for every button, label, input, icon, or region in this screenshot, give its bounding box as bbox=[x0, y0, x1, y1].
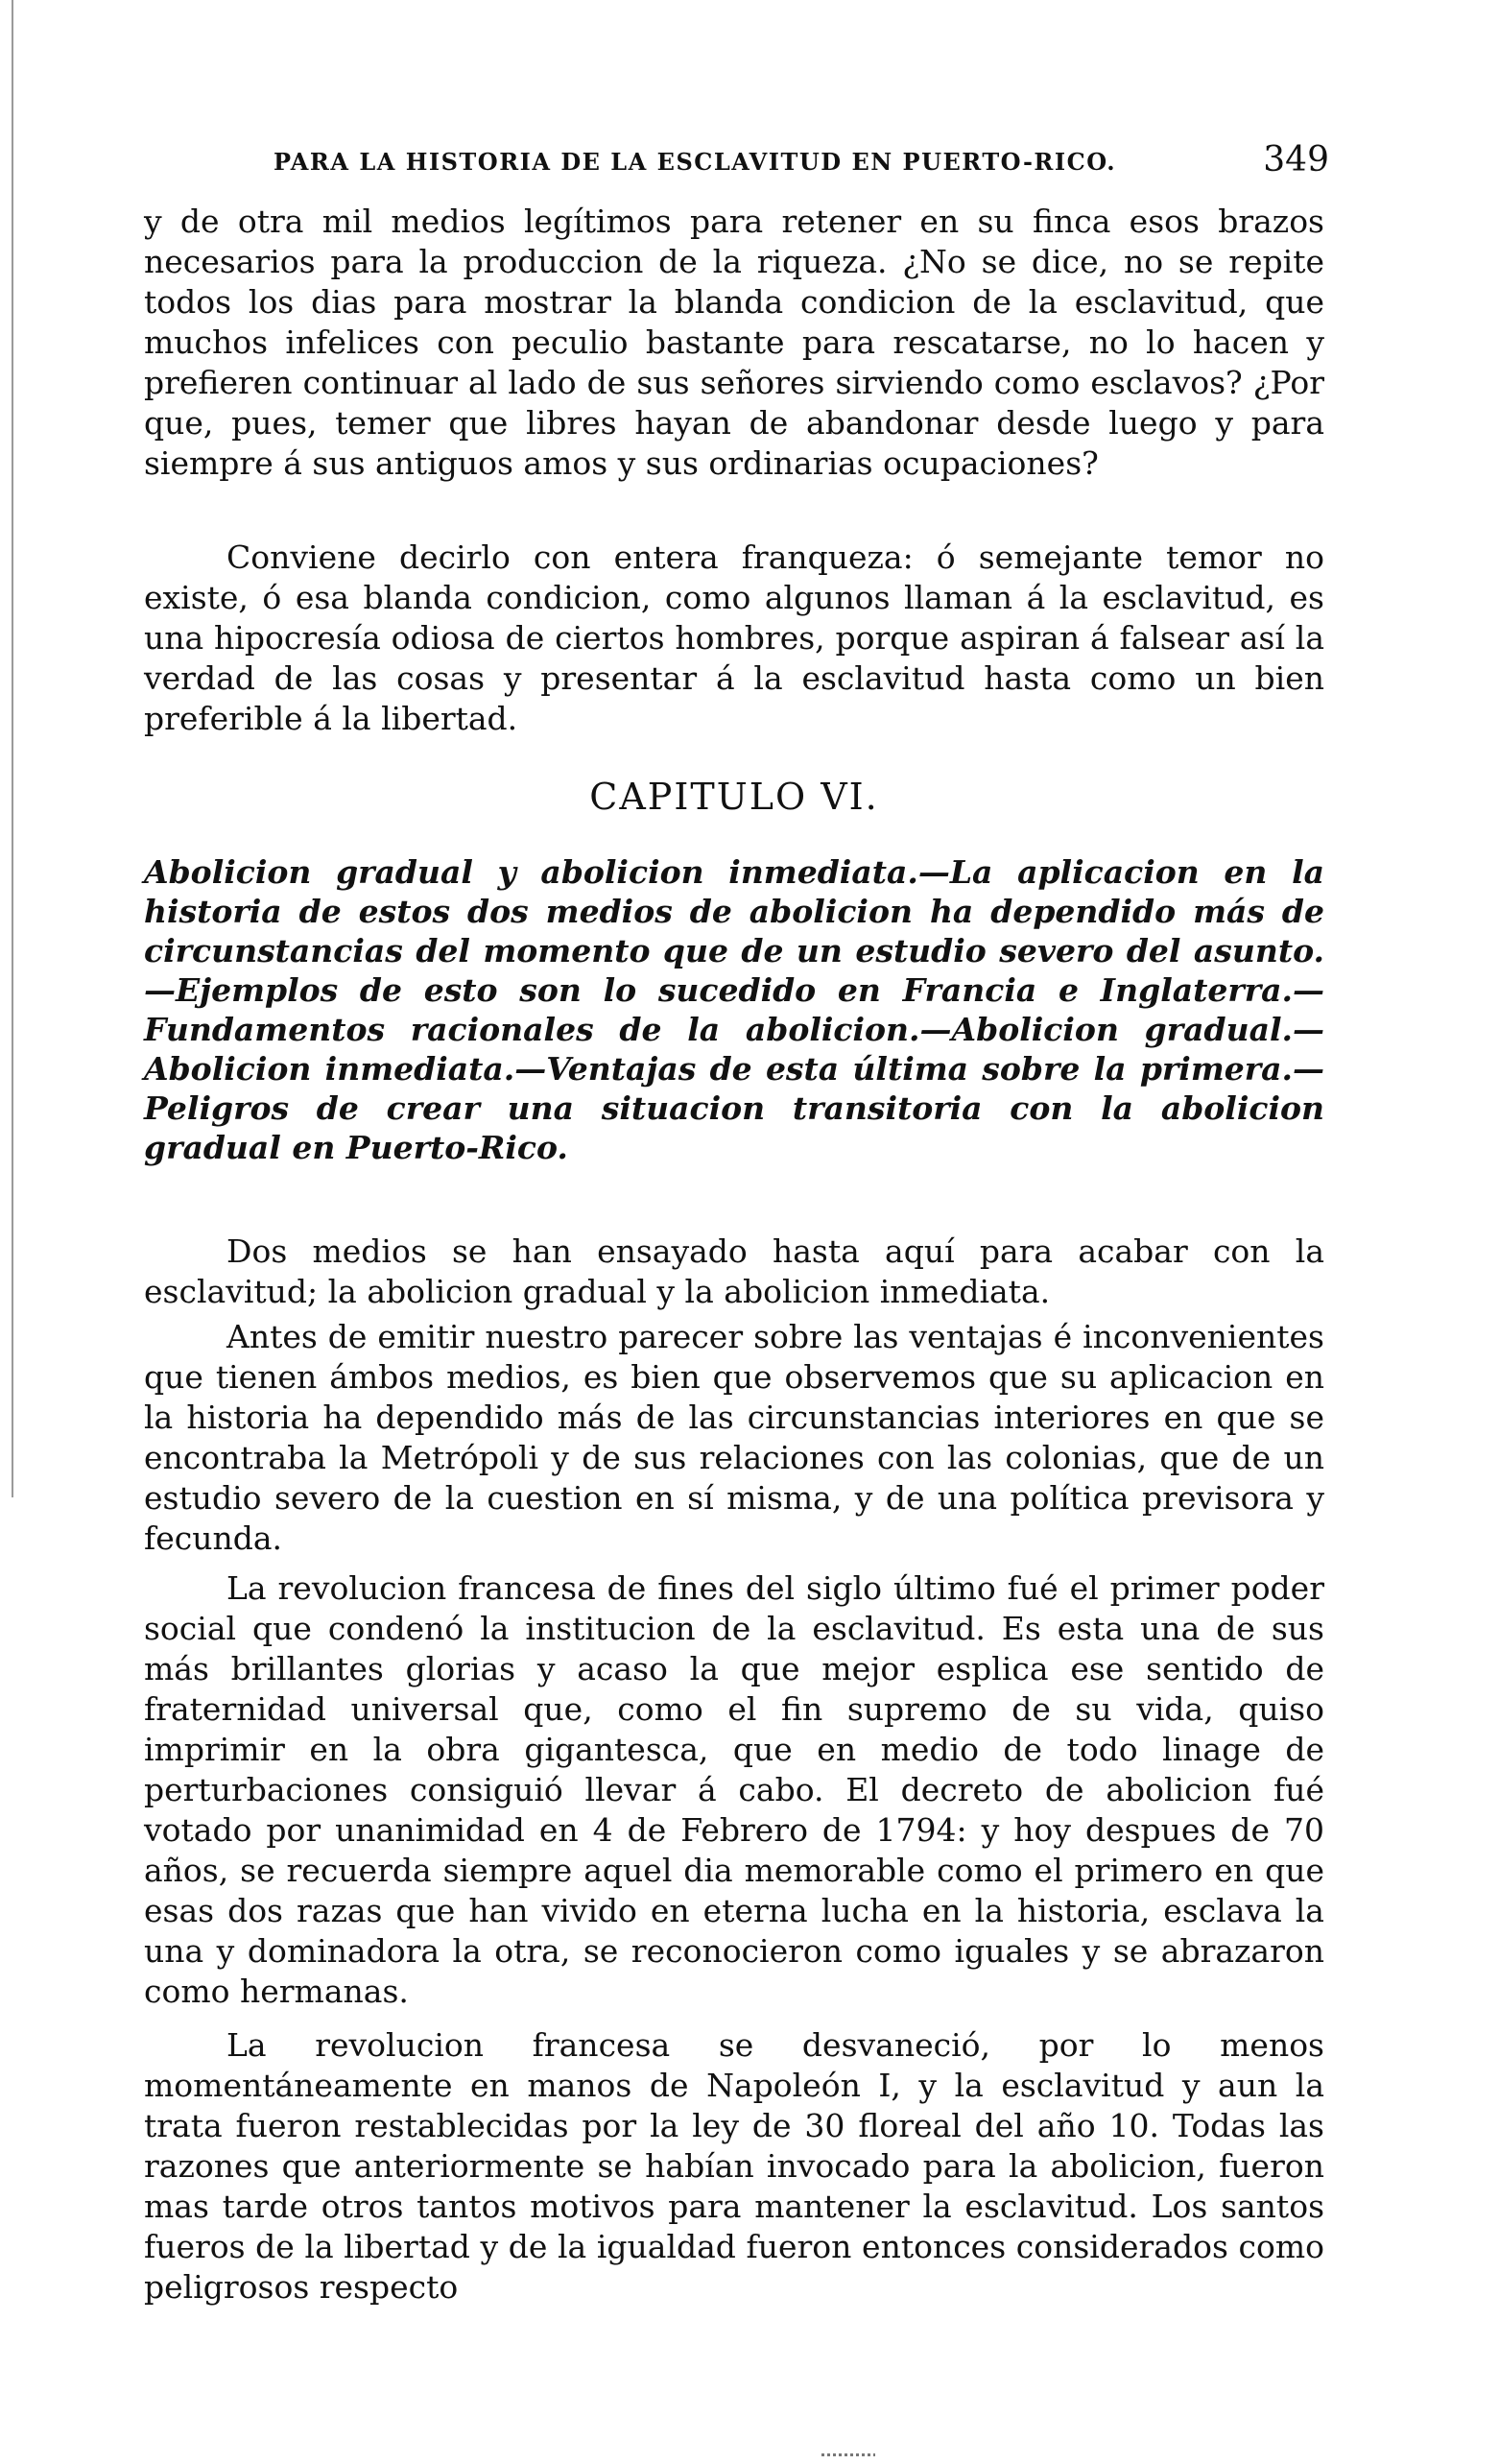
page-header bbox=[274, 140, 1329, 188]
page-edge-rule bbox=[12, 0, 13, 1497]
page-number: 349 bbox=[1263, 140, 1329, 179]
paragraph: La revolucion francesa se desvaneció, por lo menos momentáneamente en manos de Napoleón I, y la esclavitud y aun la trata fueron restablecidas por la ley de 30 floreal del año 10. Todas las razones que anteriormente se habían invocado para la abolicion, fueron mas tarde otros tantos motivos para mantener la esclavitud. Los santos fueros de la libertad y de la igualdad fueron entonces considerados como peligrosos respecto bbox=[144, 2026, 1324, 2306]
paragraph-continued: y de otra mil medios legítimos para retener en su finca esos brazos necesarios para la produccion de la riqueza. ¿No se dice, no se repite todos los dias para mostrar la blanda condicion de la esclavitud, que muchos infelices con peculio bastante para rescatarse, no lo hacen y prefieren continuar al lado de sus señores sirviendo como esclavos? ¿Por que, pues, temer que libres hayan de abandonar desde luego y para siempre á sus antiguos amos y sus ordinarias ocupaciones? bbox=[144, 203, 1324, 482]
paragraph: Antes de emitir nuestro parecer sobre las ventajas é inconvenientes que tienen ámbos medios, es bien que observemos que su aplicacion en la historia ha dependido más de las circunstancias interiores en que se encontraba la Metrópoli y de sus relaciones con las colonias, que de un estudio severo de la cuestion en sí misma, y de una política previsora y fecunda. bbox=[144, 1318, 1324, 1557]
chapter-title: CAPITULO VI. bbox=[589, 776, 879, 818]
chapter-summary: Abolicion gradual y abolicion inmediata.—La aplicacion en la historia de estos dos medios de abolicion ha dependido más de circunstancias del momento que de un estudio severo del asunto.—Ejemplos de esto son lo sucedido en Francia e Inglaterra.—Fundamentos racionales de la abolicion.—Abolicion gradual.—Abolicion inmediata.—Ventajas de esta última sobre la primera.—Peligros de crear una situacion transitoria con la abolicion gradual en Puerto-Rico. bbox=[144, 853, 1324, 1166]
running-head: PARA LA HISTORIA DE LA ESCLAVITUD EN PUERTO-RICO. bbox=[274, 148, 1117, 176]
paragraph: Conviene decirlo con entera franqueza: ó semejante temor no existe, ó esa blanda condicion, como algunos llaman á la esclavitud, es una hipocresía odiosa de ciertos hombres, porque aspiran á falsear así la verdad de las cosas y presentar á la esclavitud hasta como un bien preferible á la libertad. bbox=[144, 538, 1324, 737]
scan-artifact bbox=[821, 2453, 875, 2456]
paragraph: Dos medios se han ensayado hasta aquí para acabar con la esclavitud; la abolicion gradual y la abolicion inmediata. bbox=[144, 1232, 1324, 1310]
paragraph: La revolucion francesa de fines del siglo último fué el primer poder social que condenó la institucion de la esclavitud. Es esta una de sus más brillantes glorias y acaso la que mejor esplica ese sentido de fraternidad universal que, como el fin supremo de su vida, quiso imprimir en la obra gigantesca, que en medio de todo linage de perturbaciones consiguió llevar á cabo. El decreto de abolicion fué votado por unanimidad en 4 de Febrero de 1794: y hoy despues de 70 años, se recuerda siempre aquel dia memorable como el primero en que esas dos razas que han vivido en eterna lucha en la historia, esclava la una y dominadora la otra, se reconocieron como iguales y se abrazaron como hermanas. bbox=[144, 1569, 1324, 2010]
